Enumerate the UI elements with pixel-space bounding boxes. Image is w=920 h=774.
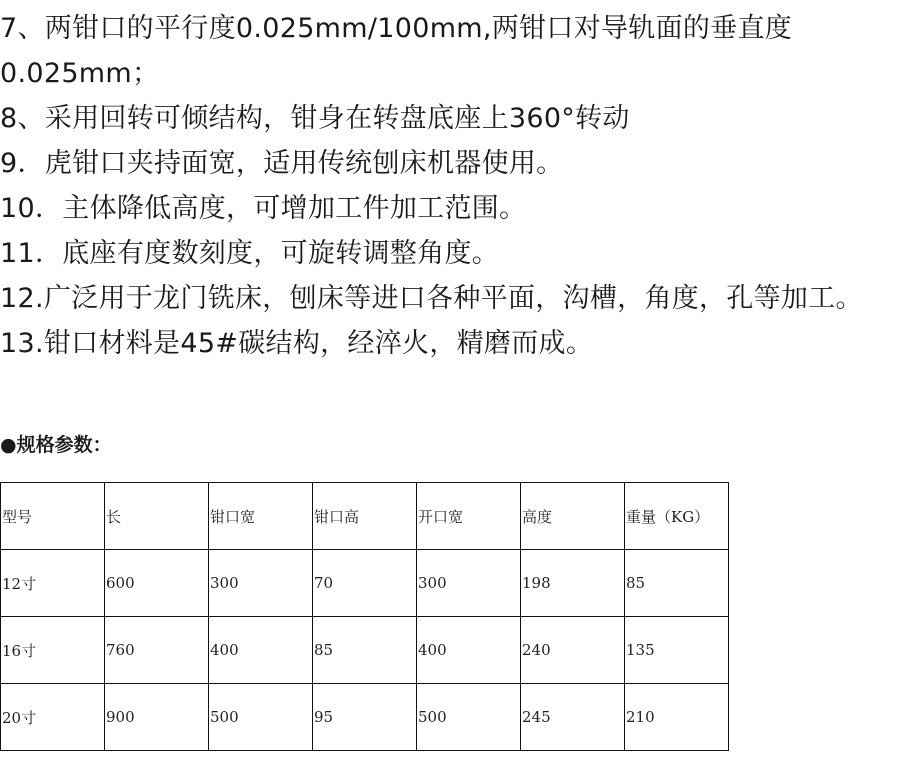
table-cell: 20寸 xyxy=(1,684,105,751)
table-cell: 400 xyxy=(209,617,313,684)
table-cell: 300 xyxy=(417,550,521,617)
header-cell-length: 长 xyxy=(105,483,209,550)
table-cell: 12寸 xyxy=(1,550,105,617)
table-cell: 135 xyxy=(625,617,729,684)
feature-item-11: 11．底座有度数刻度，可旋转调整角度。 xyxy=(0,238,500,269)
table-row xyxy=(1,550,729,617)
specs-heading: ●规格参数： xyxy=(0,434,112,456)
spec-header-row xyxy=(1,483,729,550)
table-cell: 500 xyxy=(417,684,521,751)
table-cell: 85 xyxy=(625,550,729,617)
header-cell-jaw-width: 钳口宽 xyxy=(209,483,313,550)
table-cell: 400 xyxy=(417,617,521,684)
table-cell: 16寸 xyxy=(1,617,105,684)
table-cell: 600 xyxy=(105,550,209,617)
feature-list xyxy=(0,6,905,366)
table-row xyxy=(1,617,729,684)
table-cell: 245 xyxy=(521,684,625,751)
spec-table xyxy=(0,482,729,751)
table-row xyxy=(1,684,729,751)
feature-item-10: 10．主体降低高度，可增加工件加工范围。 xyxy=(0,193,527,224)
feature-item-13: 13.钳口材料是45#碳结构，经淬火，精磨而成。 xyxy=(0,328,594,359)
header-cell-weight: 重量（KG） xyxy=(625,483,729,550)
header-cell-jaw-height: 钳口高 xyxy=(313,483,417,550)
table-cell: 198 xyxy=(521,550,625,617)
table-cell: 70 xyxy=(313,550,417,617)
feature-item-7: 7、两钳口的平行度0.025mm/100mm,两钳口对导轨面的垂直度0.025mm； xyxy=(0,13,793,89)
table-cell: 95 xyxy=(313,684,417,751)
feature-item-9: 9．虎钳口夹持面宽，适用传统刨床机器使用。 xyxy=(0,148,564,179)
table-cell: 900 xyxy=(105,684,209,751)
feature-item-12: 12.广泛用于龙门铣床，刨床等进口各种平面，沟槽，角度，孔等加工。 xyxy=(0,283,863,314)
table-cell: 300 xyxy=(209,550,313,617)
header-cell-opening-width: 开口宽 xyxy=(417,483,521,550)
table-cell: 760 xyxy=(105,617,209,684)
table-cell: 210 xyxy=(625,684,729,751)
table-cell: 240 xyxy=(521,617,625,684)
header-cell-height: 高度 xyxy=(521,483,625,550)
feature-item-8: 8、采用回转可倾结构，钳身在转盘底座上360°转动 xyxy=(0,103,630,134)
header-cell-model: 型号 xyxy=(1,483,105,550)
table-cell: 85 xyxy=(313,617,417,684)
table-cell: 500 xyxy=(209,684,313,751)
